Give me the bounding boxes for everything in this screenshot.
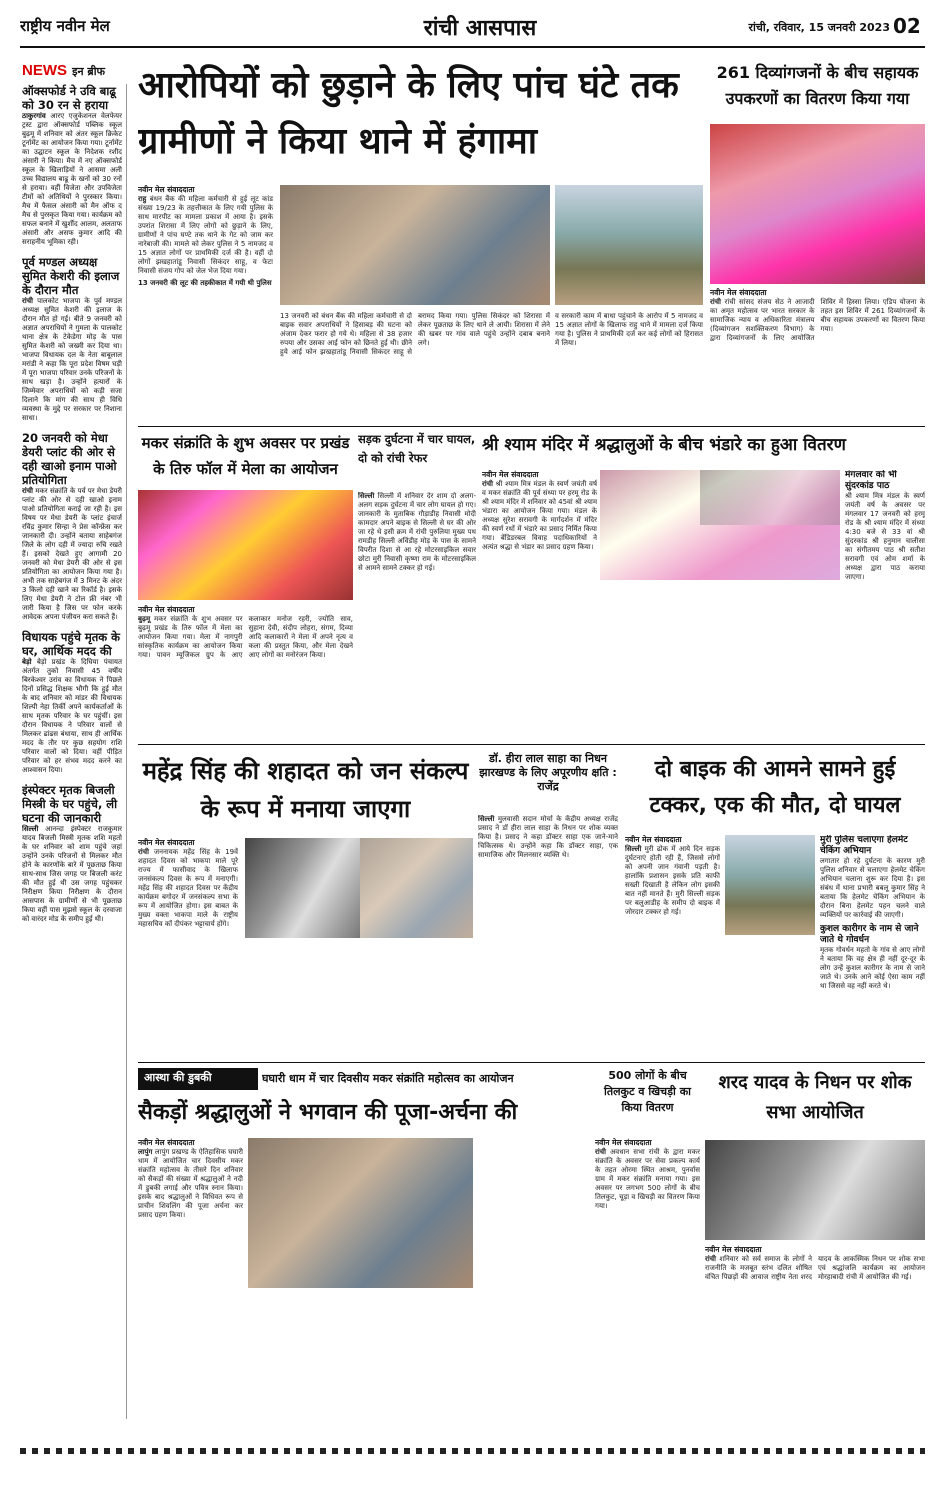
- brief-text: आरए एजुकेशनल वेलफेयर ट्रस्ट द्वारा ऑक्सफोर्ड पब्लिक स्कूल बुढ़मू में शनिवार को अंतर स्कूल क्रिकेट टूर्नामेंट का आयोजन किया गया। टूर्नामेंट का उद्घाटन स्कूल के निदेशक रशीद अंसारी ने किया। मैच में नए ऑक्सफोर्ड स्कूल के खिलाड़ियों ने आसमा अली उच्च विद्यालय बाढू के खनों को 30 रनों से हराया। वहीं विजेता और उपविजेता टीमों को अतिथियों ने पुरस्कार किया। मैच में फैसल अंसारी को मैन ऑफ द मैच से पुरस्कृत किया गया। कार्यक्रम को सफल बनाने में खुर्शीद आलम, अलताफ अंसारी और असफ कुमार आदि की सराहनीय भूमिका रही।: [22, 112, 122, 246]
- mela-place: बुढ़मू: [138, 615, 151, 623]
- hiralal-body: [478, 815, 618, 1055]
- section-title: रांची आसपास: [423, 16, 537, 41]
- page-number: 02: [893, 14, 921, 38]
- lead-body-1: [138, 195, 273, 276]
- bike-side-headline: मुरी पुलिस चलाएगा हेलमेट चेकिंग अभियान: [820, 835, 908, 856]
- bike-side-body-2: मृतक गोवर्धन महतो के गांव से आए लोगों ने बताया कि वह क्षेत्र ही नहीं दूर-दूर के लोग उन्हें कुशल कारीगर के नाम से जाने जाते थे। उनके आने कोई ऐसा काम नहीं था जिससे वह नहीं करते थे।: [820, 946, 925, 990]
- brief-item: [22, 783, 122, 924]
- brief-place: ठाकुरगांव: [22, 112, 46, 120]
- accident-headline: सड़क दुर्घटना में चार घायल, दो को रांची रेफर: [358, 432, 476, 465]
- brief-body: [22, 297, 122, 423]
- mahendra-photo: [245, 838, 360, 938]
- brief-text: आनन्दा इंस्पेक्टर राजकुमार यादव बिजली मिस्त्री मृतक शशि महतो के घर शनिवार को शाम पहुंचे जहां उन्होंने उनके परिजनों से मिलकर मौत होने के कारणोंके बारे में पूछताछ किया साथ-साथ जिस जगह पर बिजली करंट की मौत हुई थी उस जगह पहुंचकर निरीक्षण किया निरीक्षण के दौरान आसपास के ग्रामीणों से भी पूछताछ किया वहीं पास मुझसे स्कूल के दरवाजा को वारंदर मोड के समीप हुई थी।: [22, 825, 122, 923]
- mahendra-body: [138, 848, 238, 929]
- lead-photo-officer: [555, 185, 703, 305]
- brief-body: [22, 112, 122, 247]
- lead-place: राहु: [138, 195, 147, 203]
- ghaghari-photo: [248, 1138, 473, 1288]
- brief-place: रांची: [22, 487, 33, 495]
- brief-item: [22, 431, 122, 622]
- tilkut-place: रांची: [595, 1148, 606, 1156]
- mela-story: [138, 605, 353, 740]
- brief-label: इन ब्रीफ: [72, 65, 106, 78]
- mandir-byline: नवीन मेल संवाददाता: [482, 470, 539, 479]
- mandir-side-headline: मंगलवार को भी सुंदरकांड पाठ: [845, 470, 897, 491]
- bike-side: [820, 835, 925, 1060]
- mahendra-headline: महेंद्र सिंह की शहादत को जन संकल्प के रूप में मनाया जाएगा: [142, 757, 469, 823]
- brief-place: सिल्ली: [22, 825, 39, 833]
- edition-date: रांची, रविवार, 15 जनवरी 2023: [748, 21, 890, 34]
- mela-headline: मकर संक्रांति के शुभ अवसर पर प्रखंड के तिरु फॉल में मेला का आयोजन: [141, 434, 350, 478]
- mandir-place: रांची: [482, 480, 493, 488]
- mandir-text: श्री श्याम मित्र मंडल के स्वर्ण जयंती वर्ष व मकर संक्रांति की पूर्व संध्या पर हरमू रोड के श्री श्याम मंदिर में शनिवार को 45वां श्री श्याम भंडारा का आयोजन किया गया। मंडल के अध्यक्ष सुरेश सरावगी के मार्गदर्शन में मंदिर की स्वर्ण रथों में भंडारे का प्रसाद निर्मित किया गया। बेंडिडरबल विवाह पदाधिकारियों ने अत्यंत श्रद्धा से भंडार का प्रसाद ग्रहण किया।: [482, 480, 597, 551]
- aid-place: रांची: [710, 298, 721, 306]
- brief-text: पालकोट भाजपा के पूर्व मण्डल अध्यक्ष सुमित केशरी की इलाज के दौरान मौत हो गई। बीते 9 जनवरी को अज्ञात अपराधियों ने गुमला के पालकोट थाना क्षेत्र के टेकेडेगा मोड़ के पास सुमित केशरी को जख्मी कर दिया था। भाजपा विधायक दल के नेता बाबूलाल मरांडी ने कहा कि पूरा प्रदेश विषम घड़ी में पूरा भाजपा परिवार उनके परिजनों के साथ खड़ा है। उन्होंने हत्यारों के जिम्मेवार अपराधियों को कड़ी सजा दिलाने कि मांग की साथ ही विधि व्यवस्था के मुद्दे पर सरकार पर निशाना साधा।: [22, 297, 122, 422]
- section-rule: [138, 426, 925, 427]
- ghaghari-body: [138, 1148, 243, 1220]
- sharad-photo: [705, 1140, 925, 1240]
- brief-item: [22, 630, 122, 775]
- bottom-decorative-strip: [20, 1448, 925, 1454]
- tilkut-byline: नवीन मेल संवाददाता: [595, 1138, 652, 1147]
- sharad-headline: शरद यादव के निधन पर शोक सभा आयोजित: [718, 1072, 912, 1123]
- header-rule: [20, 46, 925, 48]
- brief-headline: ऑक्सफोर्ड ने उवि बाढू को 30 रन से हराया: [22, 84, 116, 112]
- brief-headline: 20 जनवरी को मेधा डेयरी प्लांट की ओर से दही खाओ इनाम पाओ प्रतियोगिता: [22, 431, 117, 487]
- hiralal-text: मुलवासी सदान मोर्चा के केंद्रीय अध्यक्ष राजेंद्र प्रसाद ने डॉ हीरा लाल साहा के निधन पर शोक व्यक्त किया है। प्रसाद ने कहा डॉक्टर साहा एक जाने-माने चिकित्सक थे। उन्होंने कहा कि डॉक्टर साहा, एक सामाजिक और मिलनसार व्यक्ति थे।: [478, 815, 618, 859]
- mela-byline: नवीन मेल संवाददाता: [138, 605, 195, 614]
- section-rule: [138, 1062, 925, 1063]
- news-label: NEWS: [22, 62, 67, 79]
- lead-body-2: 13 जनवरी को बंधन बैंक की महिला कर्मचारी से दो बाइक सवार अपराधियों ने हिसाबड़ की घटना को अंजाम देकर फरार हो गये थे। महिला से 38 हजार रुपया और उसका आई फोन को छिनते हुई थी। छीने हुये आई फोन झखहातांडू निवासी सिकंदर साहू से बरामद किया गया। पुलिस सिकंदर को शिरासा में लेकर पूछताछ के लिए थाने ले आयी। शिरासा में लेने की खबर पर गांव वाले पहुंचे उन्होंने दबाब बनाने लगे।: [280, 312, 550, 356]
- hiralal-headline: डॉ. हीरा लाल साहा का निधन झारखण्ड के लिए अपूरणीय क्षति : राजेंद्र: [479, 752, 617, 793]
- mandir-side-body: श्री श्याम मित्र मंडल के स्वर्ण जयंती वर्ष के अवसर पर मंगलवार 17 जनवरी को हरमू रोड के श्री श्याम मंदिर में संध्या 4:30 बजे से 33 वां श्री सुंदरकांड श्री हनुमान चालीसा का संगीतमय पाठ श्री सतीश सरावगी एवं ओम शर्मा के अध्यक्ष द्वारा पाठ कराया जाएगा।: [845, 492, 925, 581]
- accident-text: सिल्ली में शनिवार देर शाम दो अलग-अलग सड़क दुर्घटना में चार लोग घायल हो गए। जानकारी के मुताबिक गौड़ाडीह निवासी मोदी कामदार अपने बाइक से सिल्ली से घर की ओर जा रहे थे इसी क्रम में रांची पुरुलिया मुख्य पथ रामडीह सिल्ली अविंडीह मोड़ के पास के सामने विपरीत दिशा से आ रहे मोटरसाइकिल सवार छोटा मुरी निवासी कृष्णा राम के मोटरसाइकिल से आमने सामने टक्कर हो गई।: [358, 492, 476, 572]
- brief-body: [22, 487, 122, 622]
- mahendra-text: जननायक महेंद्र सिंह के 19वें शहादत दिवस को भाकपा माले पूरे राज्य में फासीवाद के खिलाफ जनसंकल्प दिवस के रूप में मनाएगी। महेंद्र सिंह की शहादत दिवस पर केंद्रीय कार्यक्रम बगोदर में जनसंकल्प सभा के रूप में आयोजित होगा। इस बाबत के मुख्य वक्ता भाकपा माले के राष्ट्रीय महासचिव कॉ दीपंकर भट्टाचार्य होंगे।: [138, 848, 238, 928]
- mandir-col-1: [482, 470, 597, 740]
- brief-body: [22, 825, 122, 924]
- sharad-story: [705, 1245, 925, 1430]
- mela-body: [138, 615, 353, 660]
- newspaper-logo: राष्ट्रीय नवीन मेल: [20, 17, 110, 35]
- mela-text: मकर संक्रांति के शुभ अवसर पर बुढ़मू प्रखंड के तिरु फॉल में मेला का आयोजन किया गया। मेला में नागपुरी सांस्कृतिक कार्यक्रम का आयोजन किया गया। पावन म्यूजिकल ग्रुप के आए कलाकार मनोज रहरी, ज्योति साव, सुहाना देवी, संदीप लोहरा, संगम, दिव्या आदि कलाकारों ने मेला में अपने नृत्य व कला की प्रस्तुत किया, और मेला देखने आए लोगों का मनोरंजन किया।: [138, 615, 353, 659]
- brief-place: रांची: [22, 297, 33, 305]
- bike-place: सिल्ली: [625, 845, 642, 853]
- aid-text: रांची सांसद संजय सेठ ने आजादी का अमृत महोत्सव पर भारत सरकार के सामाजिक न्याय व अधिकारिता मंत्रालय (दिव्यांगजन सशक्तिकरण विभाग) के द्वारा दिव्यांगजनों के लिए आयोजित शिविर में हिस्सा लिया। एडिप योजना के तहत इस शिविर में 261 दिव्यांगजनों के बीच सहायक उपकरणों का वितरण किया गया।: [710, 298, 925, 342]
- news-brief-label: [22, 60, 142, 82]
- sharad-byline: नवीन मेल संवाददाता: [705, 1245, 762, 1254]
- bike-byline: नवीन मेल संवाददाता: [625, 835, 682, 844]
- ghaghari-kicker: घघारी धाम में चार दिवसीय मकर संक्रांति महोत्सव का आयोजन: [262, 1072, 514, 1085]
- brief-headline: इंस्पेक्टर मृतक बिजली मिस्त्री के घर पहुंचे, ली घटना की जानकारी: [22, 783, 118, 825]
- brief-item: [22, 255, 122, 423]
- tilkut-headline: 500 लोगों के बीच तिलकुट व खिचड़ी का किया वितरण: [603, 1069, 692, 1114]
- ghaghari-place: लापुंग: [138, 1148, 153, 1156]
- ghaghari-text: लापुंग प्रखण्ड के ऐतिहासिक घघारी धाम में आयोजित चार दिवसीय मकर संक्रांति महोत्सव के तीसरे दिन शनिवार को सैकड़ों की संख्या में श्रद्धालुओं ने नदी में डुबकी लगाई और पवित्र स्नान किया। इसके बाद श्रद्धालुओं ने विधिवत रूप से प्राचीन शिवलिंग की पूजा अर्चना कर प्रसाद ग्रहण किया।: [138, 1148, 243, 1219]
- brief-headline: पूर्व मण्डल अध्यक्ष सुमित केशरी की इलाज के दौरान मौत: [22, 255, 120, 297]
- lead-subhead: 13 जनवरी की लूट की तहकीकात में गयी थी पुलिस: [138, 279, 272, 287]
- mela-photo: [138, 490, 353, 600]
- bike-side-headline-2: कुशल कारीगर के नाम से जाने जाते थे गोवर्धन: [820, 924, 919, 945]
- section-rule: [138, 744, 925, 745]
- accident-place: सिल्ली: [358, 492, 375, 500]
- lead-col-1: [138, 185, 273, 425]
- accident-body: [358, 492, 476, 740]
- lead-photo-crowd: [280, 185, 550, 305]
- mandir-body: [482, 480, 597, 552]
- tilkut-body: [595, 1148, 700, 1211]
- mandir-side: [845, 470, 925, 740]
- ghaghari-tag: आस्था की डुबकी: [138, 1068, 258, 1090]
- aid-headline: 261 दिव्यांगजनों के बीच सहायक उपकरणों का वितरण किया गया: [716, 63, 919, 108]
- tilkut-text: अवधान सभा रांची के द्वारा मकर संक्रांति के अवसर पर सेवा प्रकल्प कार्य के तहत ओरमा स्थित आश्रम, पुनर्वास ग्राम में मकर संक्रांति मनाया गया। इस अवसर पर लगभग 500 लोगों के बीच तिलकुट, चूड़ा व खिचड़ी का वितरण किया गया।: [595, 1148, 700, 1210]
- bike-headline: दो बाइक की आमने सामने हुई टक्कर, एक की मौत, दो घायल: [649, 757, 901, 818]
- mahendra-photo-garland: [360, 838, 473, 938]
- lead-headline: आरोपियों को छुड़ाने के लिए पांच घंटे तक ग्रामीणों ने किया थाने में हंगामा: [138, 65, 679, 162]
- aid-byline: नवीन मेल संवाददाता: [710, 288, 767, 297]
- mahendra-col-1: [138, 838, 238, 1058]
- ghaghari-byline: नवीन मेल संवाददाता: [138, 1138, 195, 1147]
- bike-side-body: लगातार हो रहे दुर्घटना के कारण मुरी पुलिस शनिवार से चलाएगा हेलमेट चेकिंग अभियान चलाना शुरू कर दिया है। इस संबंध में थाना प्रभारी बबलू कुमार सिंह ने बताया कि हेलमेट चेकिंग अभियान के दौरान बिना हेलमेट पहन चलने वाले व्यक्तियों पर कार्रवाई की जाएगी।: [820, 857, 925, 919]
- mahendra-byline: नवीन मेल संवाददाता: [138, 838, 195, 847]
- ghaghari-headline: सैकड़ों श्रद्धालुओं ने भगवान की पूजा-अर्चना की: [138, 1100, 518, 1125]
- sharad-place: रांची: [705, 1255, 716, 1263]
- brief-item: [22, 84, 122, 247]
- news-brief-column: [22, 84, 127, 1419]
- brief-place: बेड़ो: [22, 658, 32, 666]
- lead-byline: नवीन मेल संवाददाता: [138, 185, 195, 194]
- mandir-photo-small: [700, 470, 840, 525]
- bike-text: मुरी ढोक में आये दिन सड़क दुर्घटनाएं होती रही हैं, जिससे लोगों को अपनी जान गंवानी पड़ती है। हालांकि प्रशासन इसके प्रति काफी सख्ती दिखाती है लेकिन लोग इसकी बात नहीं मानते हैं। मुरी सिल्ली सड़क पर बलुआडीह के समीप दो बाइक में जोरदार टक्कर हो गई।: [625, 845, 720, 916]
- mahendra-place: रांची: [138, 848, 149, 856]
- sharad-text: शनिवार को सर्व समाज के लोगों ने राजनीति के मजबूत स्तंभ दलित शोषित वंचित पिछड़ों की आवाज राष्ट्रीय नेता शरद यादव के आकस्मिक निधन पर शोक सभा एवं श्रद्धांजलि कार्यक्रम का आयोजन मोरहाबादी रांची में आयोजित की गई।: [705, 1255, 925, 1281]
- brief-headline: विधायक पहुंचे मृतक के घर, आर्थिक मदद की: [22, 630, 120, 658]
- lead-body-3: व सरकारी काम में बाधा पहुंचाने के आरोप में 5 नामजद व 15 अज्ञात लोगों के खिलाफ राहु थाने में मामला दर्ज किया गया है। पुलिस ने प्राथमिकी दर्ज कर कई लोगों को हिरासत में लिया।: [555, 312, 703, 347]
- aid-photo: [710, 124, 925, 284]
- sharad-body: [705, 1255, 925, 1282]
- tilkut-story: [595, 1138, 700, 1428]
- brief-text: मकर संक्रांति के पर्व पर मेधा डेयरी प्लांट की ओर से दही खाओ इनाम पाओ प्रतियोगिता कराई जा रही है। इस विषय पर मेधा डेयरी के प्लांट इंचार्ज रविंद्र कुमार सिन्हा ने प्रेस कॉन्फ्रेंस कर जानकारी दी। उन्होंने बताया साहेबगंज जिले के लोग दही में ज्यादा रुचि रखते हैं। इसको देखते हुए आगामी 20 जनवरी को मेधा डेयरी की ओर से इस प्रतियोगिता का आयोजन किया गया है। अभी तक साहेबगंज में 3 मिनट के अंदर 3 किलो दही खाने का रिकॉर्ड है। इसके लिए मेधा डेयरी ने टोल फ्री नंबर भी जारी किया है जिस पर फोन करके आवेदक अपना पंजीयन करा सकते हैं।: [22, 487, 122, 621]
- aid-body: [710, 298, 925, 343]
- brief-body: [22, 658, 122, 775]
- bike-victim-photo: [725, 835, 815, 935]
- bike-body: [625, 845, 720, 917]
- lead-text-1: बंधन बैंक की महिला कर्मचारी से हुई लूट कांड संख्या 19/23 के तहत्तीकात के लिए गयी पुलिस के साथ मारपीट का मामला प्रकाश में आया है। इसके उपरांत शिरासा में लिए लोगों को छुड़ाने के लिए, ग्रामीणों ने पांच घण्टे तक थाने के गेट को जाम कर नारेबाजी की। मामले को लेकर पुलिस ने 5 नामजद व 15 अज्ञात लोगों पर प्राथमिकी दर्ज की है। वहीं दो लोगों झखहातांडू निवासी सिकंदर साहू, व फेटा निवासी संजय गोप को जेल भेज दिया गया।: [138, 195, 273, 275]
- ghaghari-col-1: [138, 1138, 243, 1428]
- brief-text: बेड़ो प्रखंड के दिघिया पंचायत अंतर्गत तुको निवासी 45 वर्षीय बिरकेश्वर उरांव का विधायक ने पिछले दिनों प्रसिद्ध शिक्षक भौगी कि हुई मौत के बाद शनिवार को मांडर की विधायक शिल्पी नेहा तिर्की अपने कार्यकर्ताओं के साथ मृतक परिवार के घर पहुंचीं। इस दौरान विधायक ने परिवार वालों से मिलकर ढांढस बंधाया, साथ ही आर्थिक मदद के तौर पर कुछ सहयोग राशि परिवार वालों को दिया। वहीं पीड़ित परिवार को हर संभव मदद करने का आश्वासन दिया।: [22, 658, 122, 774]
- mandir-headline: श्री श्याम मंदिर में श्रद्धालुओं के बीच भंडारे का हुआ वितरण: [482, 435, 846, 455]
- aid-story: [710, 288, 925, 424]
- bike-col-1: [625, 835, 720, 1055]
- hiralal-place: सिल्ली: [478, 815, 495, 823]
